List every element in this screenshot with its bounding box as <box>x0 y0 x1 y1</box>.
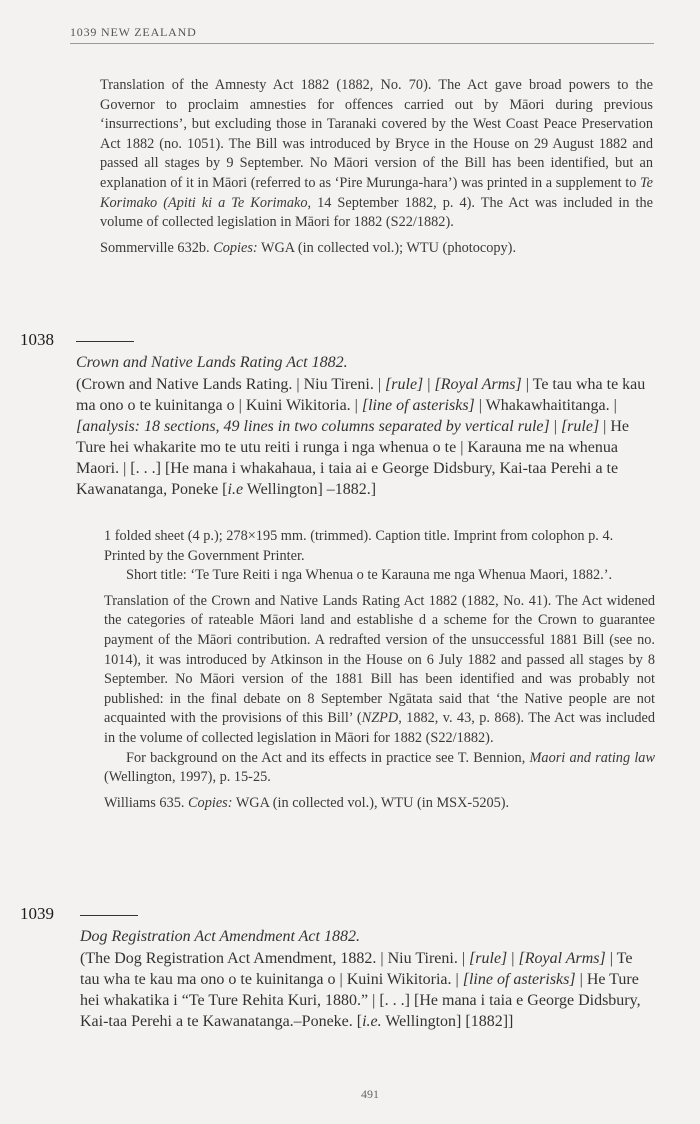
italic-text: Copies: <box>188 794 233 811</box>
italic-text: [Royal Arms] <box>434 376 522 393</box>
italic-text: [line of asterisks] <box>361 397 475 414</box>
entry-1038-holdings: Williams 635. Copies: WGA (in collected vol.), WTU (in MSX-5205). <box>104 794 510 811</box>
entry-1038-paragraph: Translation of the Crown and Native Lands Rating Act 1882 (1882, No. 41). The Act widened the categories of rateable Māori land and establishe d a scheme for the Crown to guarantee payment of the Māori contribution. A redrafted version of the unsuccessful 1881 Bill (see no. 1014), it was introduced by Atkinson in the House on 6 July 1882 and passed all stages by 8 September. No Māori version of the 1881 Bill has been identified and was probably not published: in the final debate on 8 September Ngātata said that ‘the Native people are not acquainted with the provisions of this Bill’ (NZPD, 1882, v. 43, p. 868). The Act was included in the volume of collected legislation in Māori for 1882 (S22/1882). <box>104 592 655 746</box>
italic-text: [Royal Arms] <box>518 950 606 967</box>
collation: 1 folded sheet (4 p.); 278×195 mm. (trimmed). Caption title. Imprint from colophon p. 4. Printed by the Government Printer. <box>104 528 614 564</box>
italic-text: i.e. <box>362 1013 382 1030</box>
entry-1038-notes <box>104 527 655 813</box>
entry-1037-paragraph: Translation of the Amnesty Act 1882 (1882, No. 70). The Act gave broad powers to the Governor to proclaim amnesties for offences carried out by Māori during previous ‘insurrections’, but excluding those in Taranaki covered by the West Coast Peace Preservation Act 1882 (no. 1051). The Bill was introduced by Bryce in the House on 29 August 1882 and passed all stages by 9 September. No Māori version of the Bill has been identified, but an explanation of it in Māori (referred to as ‘Pire Murunga-hara’) was printed in a supplement to Te Korimako (Apiti ki a Te Korimako, 14 September 1882, p. 4). The Act was included in the volume of collected legislation in Māori for 1882 (S22/1882). <box>100 77 653 231</box>
entry-rule <box>80 915 138 916</box>
entry-1037-holdings: Sommerville 632b. Copies: WGA (in collected vol.); WTU (photocopy). <box>100 239 517 256</box>
entry-transcription: (The Dog Registration Act Amendment, 1882. | Niu Tireni. | [rule] | [Royal Arms] | Te tau wha te kau ma ono o te kuinitanga o | Kuini Wikitoria. | [line of asterisks] | He Ture hei whakatika i “Te Ture Rehita Kuri, 1880.” | [. . .] [He mana i taia e George Didsbury, Kai-taa Perehi a te Kawanatanga.–Poneke. [i.e. Wellington] [1882]] <box>80 950 641 1030</box>
background-note: For background on the Act and its effects in practice see T. Bennion, Maori and rating law (Wellington, 1997), p. 15-25. <box>104 749 655 786</box>
entry-rule <box>76 341 134 342</box>
page-number: 491 <box>361 1087 379 1101</box>
short-title: Short title: ‘Te Ture Reiti i nga Whenua o te Karauna me nga Whenua Maori, 1882.’. <box>126 567 613 584</box>
italic-text: [rule] <box>469 950 508 967</box>
italic-text: [analysis: 18 sections, 49 lines in two columns separated by vertical rule] <box>76 418 550 435</box>
entry-transcription: (Crown and Native Lands Rating. | Niu Tireni. | [rule] | [Royal Arms] | Te tau wha te kau ma ono o te kuinitanga o | Kuini Wikitoria. | [line of asterisks] | Whakawhaititanga. | [analysis: 18 sections, 49 lines in two columns separated by vertical rule] | [rule] | He Ture hei whakarite mo te utu reiti i runga i nga whenua o te | Karauna me na whenua Maori. | [. . .] [He mana i whakahaua, i taia ai e George Didsbury, Kai-taa Perehi a te Kawanatanga, Poneke [i.e Wellington] –1882.] <box>76 376 646 498</box>
italic-text: [rule] <box>385 376 424 393</box>
running-head: 1039 NEW ZEALAND <box>70 25 654 44</box>
italic-text: [line of asterisks] <box>462 971 576 988</box>
italic-text: [rule] <box>560 418 600 435</box>
italic-text: Maori and rating law <box>529 749 655 766</box>
entry-number: 1039 <box>20 904 54 923</box>
entry-title: Crown and Native Lands Rating Act 1882. <box>76 354 348 371</box>
italic-text: NZPD <box>361 710 399 727</box>
italic-text: Te Korimako (Apiti ki a Te Korimako <box>100 174 653 211</box>
entry-1037-note <box>100 76 653 258</box>
italic-text: i.e <box>227 481 244 498</box>
italic-text: Copies: <box>213 239 258 256</box>
entry-title: Dog Registration Act Amendment Act 1882. <box>80 928 360 945</box>
entry-number: 1038 <box>20 330 54 349</box>
